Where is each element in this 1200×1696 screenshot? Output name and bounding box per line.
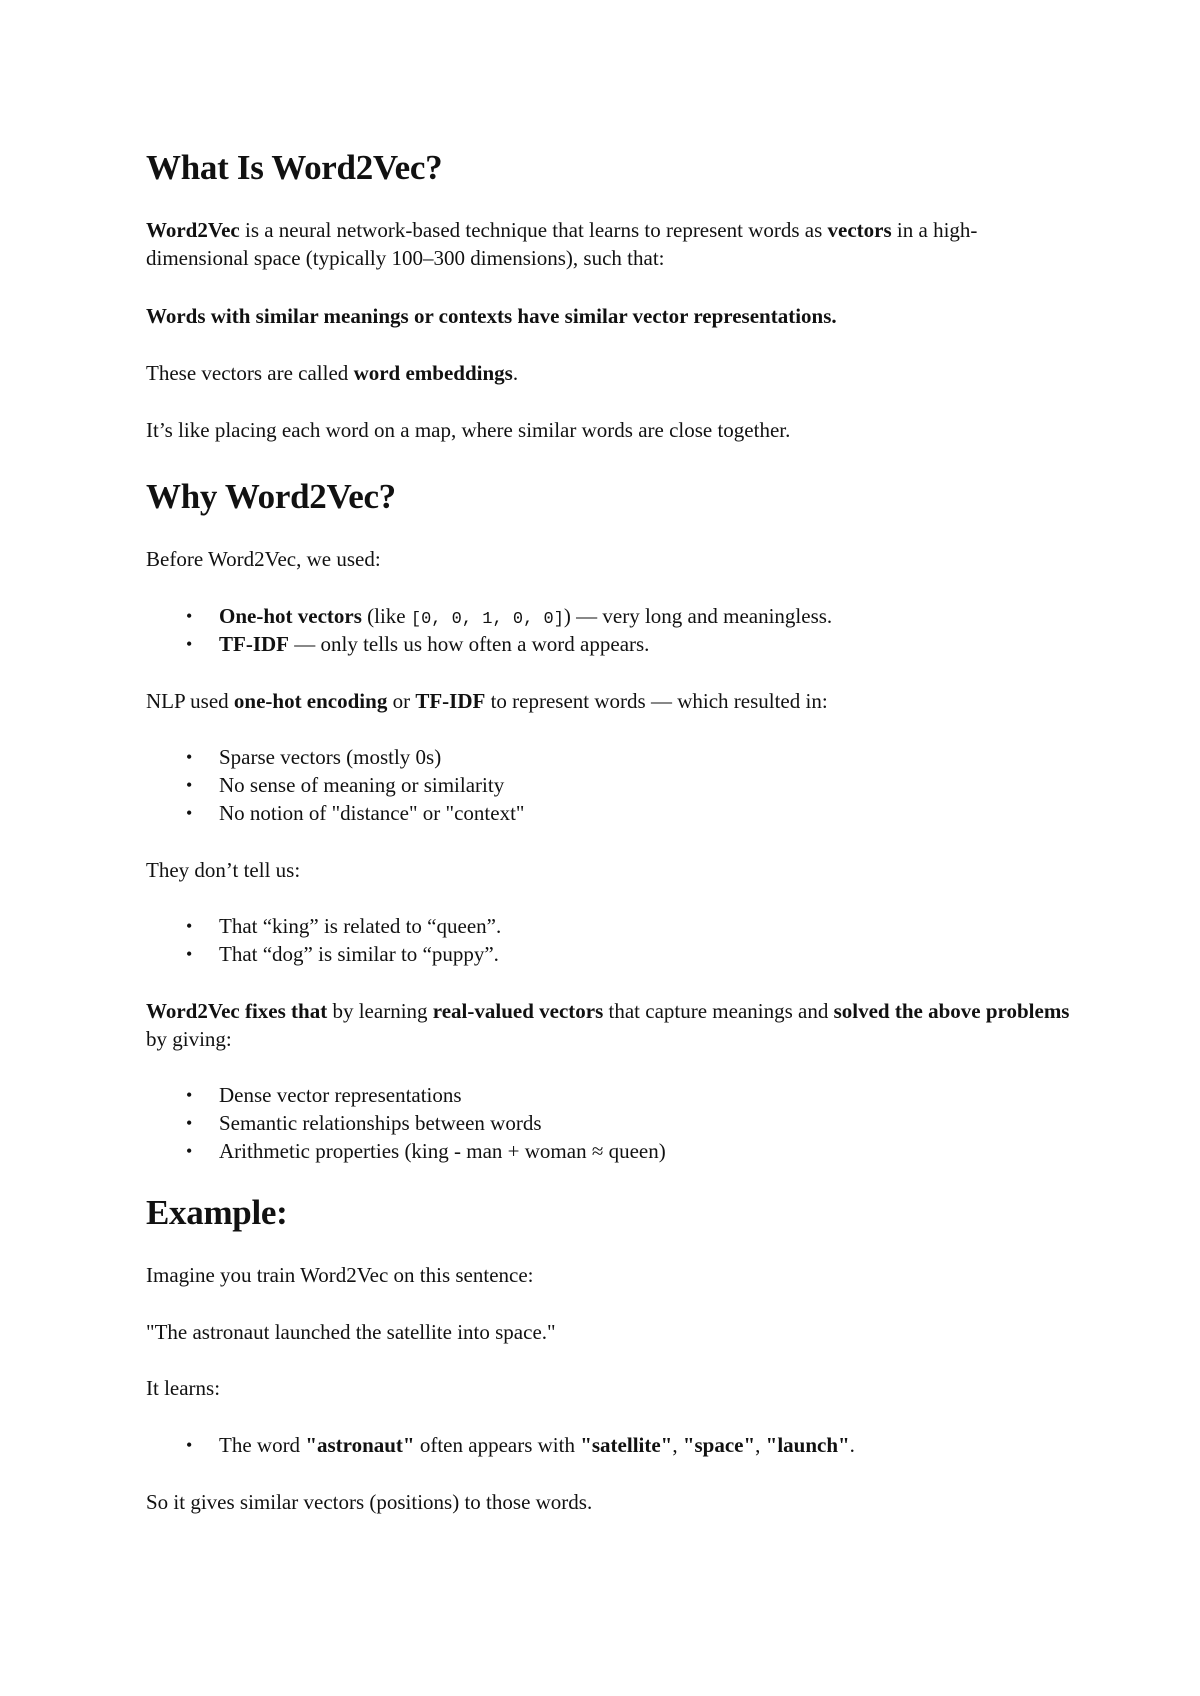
- text-span: (like: [361, 604, 411, 628]
- list-item: [146, 743, 1076, 771]
- heading-why-word2vec: Why Word2Vec?: [146, 477, 396, 516]
- bullet-icon: •: [186, 747, 193, 767]
- list-item: [146, 771, 1076, 799]
- term-word2vec-fixes: Word2Vec fixes that: [146, 999, 328, 1023]
- text-span: often appears with: [414, 1433, 581, 1457]
- list-problems: [146, 743, 1076, 827]
- paragraph-sentence: "The astronaut launched the satellite into space.": [146, 1320, 556, 1344]
- text-span: by learning: [327, 999, 433, 1023]
- bullet-icon: •: [186, 1141, 193, 1161]
- term-tf-idf: TF-IDF: [415, 689, 486, 713]
- text-span: ,: [672, 1433, 683, 1457]
- list-relations: [146, 912, 1076, 968]
- list-item: [146, 602, 1076, 630]
- paragraph-key-idea: [146, 302, 1076, 330]
- bullet-icon: •: [186, 606, 193, 626]
- bullet-icon: •: [186, 1435, 193, 1455]
- bullet-icon: •: [186, 1113, 193, 1133]
- list-item-text: That “king” is related to “queen”.: [219, 914, 502, 938]
- text-span: or: [387, 689, 416, 713]
- bullet-icon: •: [186, 1085, 193, 1105]
- text-span: The word: [219, 1433, 306, 1457]
- list-item-text: Dense vector representations: [219, 1083, 462, 1107]
- term-astronaut: "astronaut": [305, 1433, 415, 1457]
- list-item-text: Sparse vectors (mostly 0s): [219, 745, 442, 769]
- term-satellite: "satellite": [580, 1433, 673, 1457]
- text-span: .: [849, 1433, 855, 1457]
- term-solved-problems: solved the above problems: [833, 999, 1070, 1023]
- term-real-valued-vectors: real-valued vectors: [432, 999, 604, 1023]
- key-idea-bold: Words with similar meanings or contexts have similar vector representations.: [146, 304, 837, 328]
- paragraph-imagine: Imagine you train Word2Vec on this sentence:: [146, 1263, 534, 1287]
- text-span: to represent words — which resulted in:: [485, 689, 828, 713]
- text-span: ,: [755, 1433, 766, 1457]
- list-item-text: No sense of meaning or similarity: [219, 773, 505, 797]
- list-item-text: Semantic relationships between words: [219, 1111, 542, 1135]
- bullet-icon: •: [186, 916, 193, 936]
- paragraph-fixes: [146, 997, 1076, 1053]
- term-word-embeddings: word embeddings: [353, 361, 513, 385]
- list-item: [146, 1431, 1076, 1459]
- paragraph-map-analogy: It’s like placing each word on a map, where similar words are close together.: [146, 418, 791, 442]
- heading-example: Example:: [146, 1193, 288, 1232]
- term-vectors: vectors: [827, 218, 892, 242]
- paragraph-conclusion: So it gives similar vectors (positions) to those words.: [146, 1490, 593, 1514]
- bullet-icon: •: [186, 775, 193, 795]
- list-item-text: That “dog” is similar to “puppy”.: [219, 942, 499, 966]
- code-one-hot-example: [0, 0, 1, 0, 0]: [410, 610, 564, 629]
- list-previous-methods: [146, 602, 1076, 658]
- text-span: ) — very long and meaningless.: [563, 604, 833, 628]
- list-item: [146, 1081, 1076, 1109]
- text-span: These vectors are called: [146, 361, 354, 385]
- bullet-icon: •: [186, 803, 193, 823]
- text-span: — only tells us how often a word appears.: [289, 632, 650, 656]
- term-tf-idf: TF-IDF: [219, 632, 289, 656]
- heading-what-is-word2vec: What Is Word2Vec?: [146, 148, 443, 187]
- term-word2vec: Word2Vec: [146, 218, 240, 242]
- list-benefits: [146, 1081, 1076, 1165]
- text-span: .: [512, 361, 519, 385]
- bullet-icon: •: [186, 634, 193, 654]
- paragraph-nlp-used: [146, 687, 1076, 715]
- list-item: [146, 940, 1076, 968]
- paragraph-dont-tell: They don’t tell us:: [146, 858, 301, 882]
- text-span: that capture meanings and: [603, 999, 834, 1023]
- term-space: "space": [682, 1433, 756, 1457]
- list-item: [146, 1137, 1076, 1165]
- list-item: [146, 912, 1076, 940]
- list-item: [146, 799, 1076, 827]
- paragraph-definition: [146, 216, 1076, 272]
- list-item-text: No notion of "distance" or "context": [219, 801, 525, 825]
- term-one-hot: One-hot vectors: [219, 604, 362, 628]
- paragraph-embeddings: [146, 359, 1076, 387]
- list-example: [146, 1431, 1076, 1459]
- text-span: in a high-dimensional space (typically 100–300 dimensions), such that:: [146, 218, 978, 270]
- text-span: NLP used: [146, 689, 234, 713]
- paragraph-it-learns: It learns:: [146, 1376, 221, 1400]
- paragraph-before: Before Word2Vec, we used:: [146, 547, 381, 571]
- bullet-icon: •: [186, 944, 193, 964]
- list-item: [146, 630, 1076, 658]
- list-item: [146, 1109, 1076, 1137]
- text-span: by giving:: [146, 1027, 232, 1051]
- list-item-text: Arithmetic properties (king - man + woman ≈ queen): [219, 1139, 666, 1163]
- text-span: is a neural network-based technique that learns to represent words as: [239, 218, 828, 242]
- term-one-hot-encoding: one-hot encoding: [233, 689, 388, 713]
- term-launch: "launch": [765, 1433, 850, 1457]
